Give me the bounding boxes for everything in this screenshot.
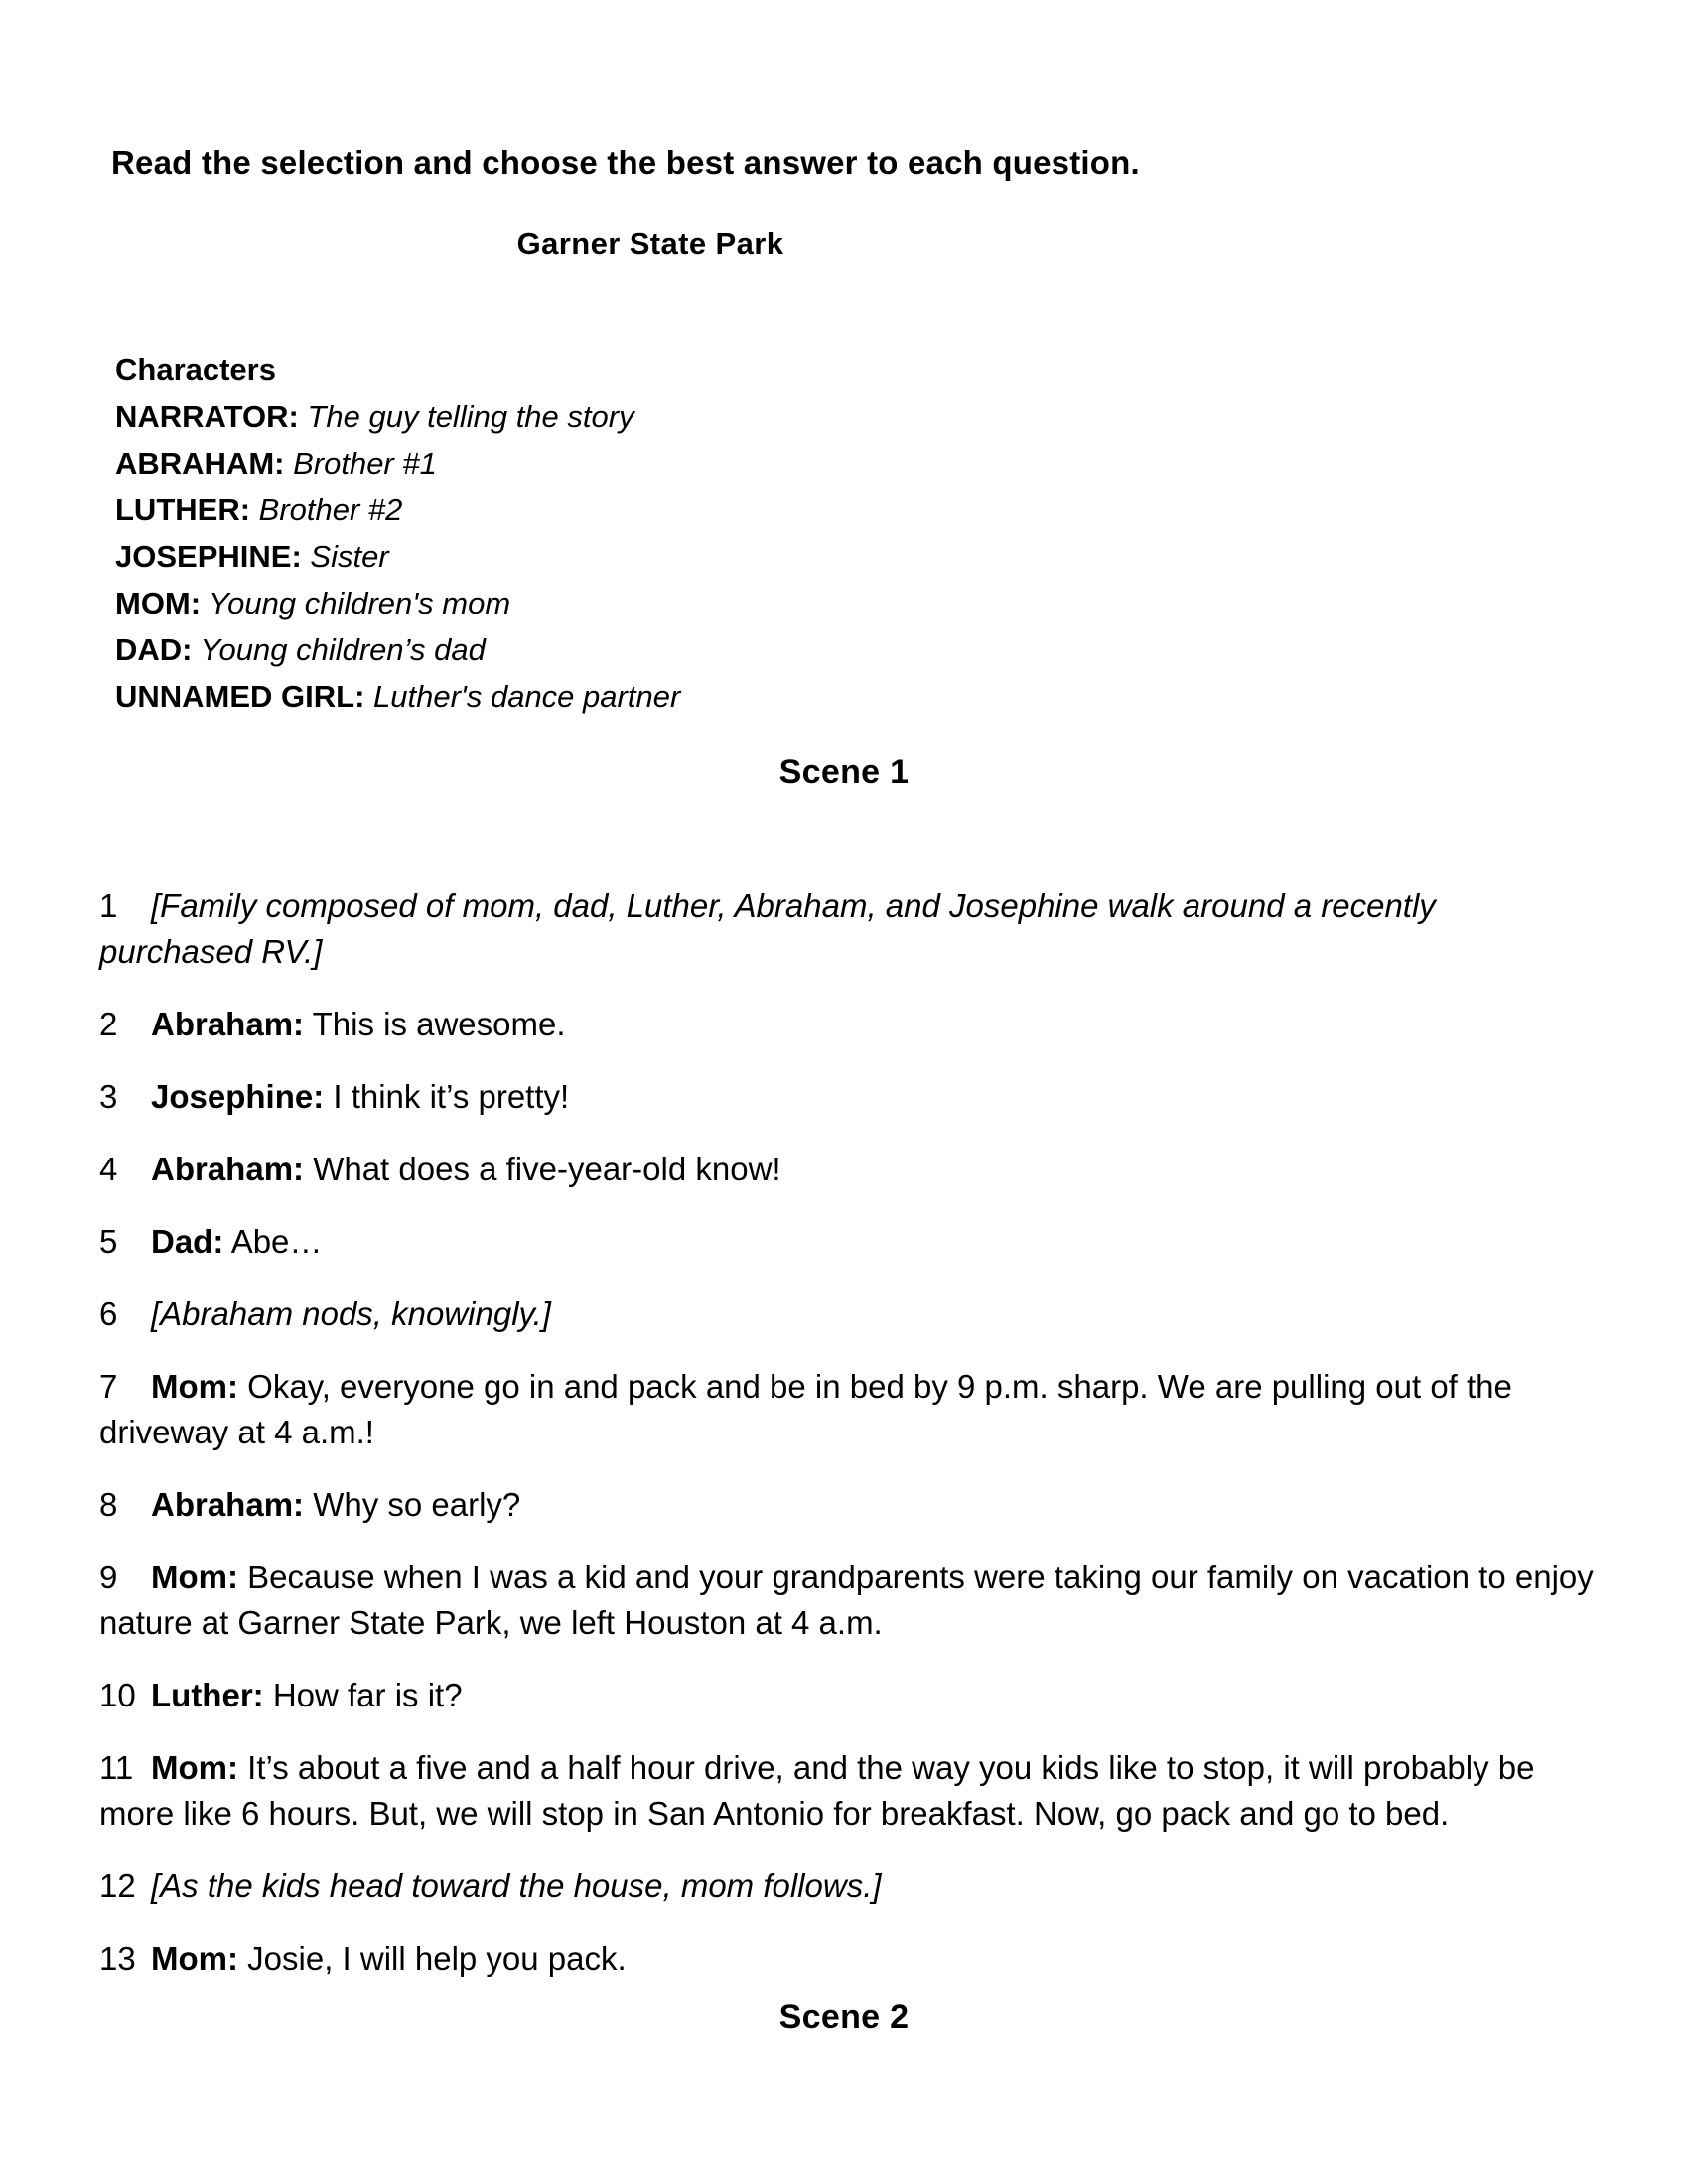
script-line xyxy=(99,1936,1594,1981)
script-line xyxy=(99,1863,1594,1909)
character-name: ABRAHAM: xyxy=(115,446,285,480)
dialogue-text: Why so early? xyxy=(304,1486,521,1523)
dialogue-text: Because when I was a kid and your grandparents were taking our family on vacation to enjoy nature at Garner State Park, we left Houston at 4 a.m. xyxy=(99,1559,1594,1641)
line-number: 13 xyxy=(99,1940,136,1977)
character-description: Young children’s dad xyxy=(192,632,486,667)
script-line xyxy=(99,1482,1594,1528)
line-number: 5 xyxy=(99,1223,118,1260)
dialogue-text: It’s about a five and a half hour drive, and the way you kids like to stop, it will probably be more like 6 hours. But, we will stop in San Antonio for breakfast. Now, go pack and go to bed. xyxy=(99,1749,1535,1832)
speaker-name: Mom: xyxy=(151,1940,238,1977)
character-description: Brother #2 xyxy=(250,492,403,527)
character-entry xyxy=(115,393,1207,440)
script-line xyxy=(99,1673,1594,1718)
dialogue-text: I think it’s pretty! xyxy=(324,1078,570,1115)
line-number: 2 xyxy=(99,1006,118,1042)
character-description: Sister xyxy=(301,539,389,574)
stage-direction: [Family composed of mom, dad, Luther, Abraham, and Josephine walk around a recently purchased RV.] xyxy=(99,887,1436,970)
script-line xyxy=(99,1364,1594,1455)
dialogue-text: Abe… xyxy=(223,1223,323,1260)
line-number: 6 xyxy=(99,1296,118,1332)
character-entry xyxy=(115,486,1207,533)
character-entry xyxy=(115,533,1207,580)
characters-heading: Characters xyxy=(115,352,276,387)
script-line xyxy=(99,1219,1594,1265)
line-number: 4 xyxy=(99,1151,118,1187)
speaker-name: Mom: xyxy=(151,1368,238,1405)
character-name: NARRATOR: xyxy=(115,399,299,434)
script-line xyxy=(99,1002,1594,1047)
character-name: UNNAMED GIRL: xyxy=(115,679,365,714)
character-entry xyxy=(115,440,1207,486)
speaker-name: Mom: xyxy=(151,1749,238,1786)
script-body xyxy=(99,884,1594,1981)
character-name: DAD: xyxy=(115,632,193,667)
stage-direction: [As the kids head toward the house, mom follows.] xyxy=(151,1867,882,1904)
character-name: LUTHER: xyxy=(115,492,251,527)
script-line xyxy=(99,884,1594,975)
speaker-name: Abraham: xyxy=(151,1151,305,1187)
stage-direction: [Abraham nods, knowingly.] xyxy=(151,1296,551,1332)
page-title: Garner State Park xyxy=(516,226,784,261)
characters-list xyxy=(115,393,1207,720)
line-number: 9 xyxy=(99,1559,118,1595)
character-description: The guy telling the story xyxy=(298,399,634,434)
character-name: JOSEPHINE: xyxy=(115,539,302,574)
line-number: 1 xyxy=(99,887,118,924)
line-number: 8 xyxy=(99,1486,118,1523)
characters-block xyxy=(115,346,1207,720)
speaker-name: Luther: xyxy=(151,1677,264,1713)
dialogue-text: Josie, I will help you pack. xyxy=(237,1940,627,1977)
script-line xyxy=(99,1555,1594,1646)
instruction-heading: Read the selection and choose the best answer to each question. xyxy=(111,144,1140,181)
scene-1-heading: Scene 1 xyxy=(778,753,910,791)
line-number: 12 xyxy=(99,1867,136,1904)
dialogue-text: Okay, everyone go in and pack and be in bed by 9 p.m. sharp. We are pulling out of the driveway at 4 a.m.! xyxy=(99,1368,1512,1450)
character-description: Brother #1 xyxy=(284,446,437,480)
script-line xyxy=(99,1745,1594,1837)
dialogue-text: What does a five-year-old know! xyxy=(304,1151,781,1187)
speaker-name: Abraham: xyxy=(151,1486,305,1523)
line-number: 10 xyxy=(99,1677,136,1713)
character-name: MOM: xyxy=(115,586,202,620)
speaker-name: Josephine: xyxy=(151,1078,325,1115)
speaker-name: Dad: xyxy=(151,1223,224,1260)
dialogue-text: This is awesome. xyxy=(304,1006,566,1042)
line-number: 11 xyxy=(99,1749,134,1786)
line-number: 3 xyxy=(99,1078,118,1115)
line-number: 7 xyxy=(99,1368,118,1405)
character-entry xyxy=(115,626,1207,673)
character-description: Young children's mom xyxy=(201,586,511,620)
script-line xyxy=(99,1074,1594,1120)
speaker-name: Abraham: xyxy=(151,1006,305,1042)
character-entry xyxy=(115,580,1207,626)
script-line xyxy=(99,1147,1594,1192)
character-description: Luther's dance partner xyxy=(364,679,681,714)
script-line xyxy=(99,1292,1594,1337)
dialogue-text: How far is it? xyxy=(263,1677,463,1713)
speaker-name: Mom: xyxy=(151,1559,238,1595)
scene-2-heading: Scene 2 xyxy=(778,1998,910,2036)
character-entry xyxy=(115,673,1207,720)
